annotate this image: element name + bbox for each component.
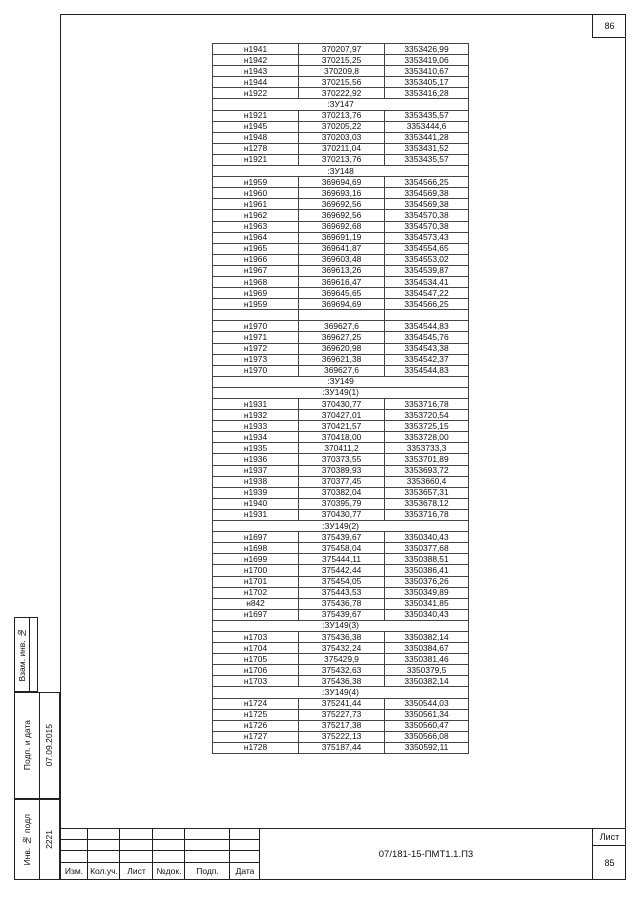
section-header-row: [213, 687, 469, 698]
coord-y: 3350382,14: [385, 631, 469, 642]
coord-y: 3350544,03: [385, 698, 469, 709]
header-izm: Изм.: [64, 866, 84, 876]
table-row: [213, 465, 469, 476]
header-kol-uch: Кол.уч.: [90, 866, 118, 876]
coord-y: 3354573,43: [385, 232, 469, 243]
coord-y: 3354544,83: [385, 321, 469, 332]
table-row: [213, 598, 469, 609]
coord-x: 369645,65: [299, 288, 385, 299]
coord-x: 375217,38: [299, 720, 385, 731]
table-row: [213, 421, 469, 432]
coord-y: 3350379,5: [385, 665, 469, 676]
table-row: [213, 443, 469, 454]
coord-x: 369627,6: [299, 321, 385, 332]
section-header-row: [213, 166, 469, 177]
vzam-inv-stamp: [14, 617, 38, 692]
podp-date-label: Подп. и дата: [22, 720, 32, 771]
table-row: [213, 110, 469, 121]
sheet-label: Лист: [592, 828, 626, 846]
coord-x: 375443,53: [299, 587, 385, 598]
coord-y: 3354545,76: [385, 332, 469, 343]
coord-x: 375432,24: [299, 643, 385, 654]
coord-x: 375187,44: [299, 742, 385, 753]
table-row: [213, 343, 469, 354]
point-name: н1963: [213, 221, 299, 232]
point-name: н1970: [213, 365, 299, 376]
coord-y: 3350386,41: [385, 565, 469, 576]
table-row: [213, 509, 469, 520]
header-data: Дата: [235, 866, 255, 876]
coord-x: 375432,63: [299, 665, 385, 676]
coord-x: 375439,67: [299, 532, 385, 543]
point-name: н1968: [213, 276, 299, 287]
coord-y: 3350376,26: [385, 576, 469, 587]
section-header-row: [213, 620, 469, 631]
table-row: [213, 143, 469, 154]
coord-x: 375442,44: [299, 565, 385, 576]
table-row: [213, 232, 469, 243]
coord-x: 375444,11: [299, 554, 385, 565]
coord-y: 3353419,06: [385, 55, 469, 66]
coord-y: 3350388,51: [385, 554, 469, 565]
table-row: [213, 254, 469, 265]
table-row: [213, 299, 469, 310]
point-name: н1700: [213, 565, 299, 576]
point-name: н1724: [213, 698, 299, 709]
table-row: [213, 432, 469, 443]
point-name: н1944: [213, 77, 299, 88]
point-name: н1921: [213, 154, 299, 165]
point-name: н1922: [213, 88, 299, 99]
coord-x: 370207,97: [299, 44, 385, 55]
coord-x: 370427,01: [299, 410, 385, 421]
table-row: [213, 221, 469, 232]
point-name: н1942: [213, 55, 299, 66]
point-name: н1967: [213, 265, 299, 276]
table-row: [213, 188, 469, 199]
header-podp: Подп.: [196, 866, 219, 876]
coord-y: 3354534,41: [385, 276, 469, 287]
coord-y: 3350566,08: [385, 731, 469, 742]
table-row: [213, 698, 469, 709]
table-row: [213, 587, 469, 598]
coord-x: 375458,04: [299, 543, 385, 554]
point-name: н1931: [213, 399, 299, 410]
coord-x: 375439,67: [299, 609, 385, 620]
point-name: н1959: [213, 299, 299, 310]
table-row: [213, 631, 469, 642]
point-name: н1943: [213, 66, 299, 77]
point-name: н1965: [213, 243, 299, 254]
blank-row: [213, 310, 469, 321]
coord-y: 3354544,83: [385, 365, 469, 376]
point-name: [213, 310, 299, 321]
coord-x: 375454,05: [299, 576, 385, 587]
point-name: н1703: [213, 676, 299, 687]
coord-y: 3354554,65: [385, 243, 469, 254]
table-row: [213, 543, 469, 554]
section-header: :ЗУ149: [213, 376, 469, 387]
point-name: н1699: [213, 554, 299, 565]
document-code: 07/181-15-ПМТ1.1.П3: [378, 848, 474, 860]
sheet-number: 85: [592, 846, 626, 880]
coord-y: 3353416,28: [385, 88, 469, 99]
coord-x: 370211,04: [299, 143, 385, 154]
point-name: н1934: [213, 432, 299, 443]
coord-y: 3350560,47: [385, 720, 469, 731]
table-row: [213, 487, 469, 498]
coord-y: 3353660,4: [385, 476, 469, 487]
coord-x: 370205,22: [299, 121, 385, 132]
point-name: н1936: [213, 454, 299, 465]
table-row: [213, 177, 469, 188]
table-row: [213, 476, 469, 487]
point-name: н1702: [213, 587, 299, 598]
coord-x: 370389,93: [299, 465, 385, 476]
table-row: [213, 44, 469, 55]
coord-y: 3353444,6: [385, 121, 469, 132]
point-name: н1937: [213, 465, 299, 476]
point-name: н1941: [213, 44, 299, 55]
coord-y: 3350384,67: [385, 643, 469, 654]
coord-x: 369692,68: [299, 221, 385, 232]
coord-x: 369603,48: [299, 254, 385, 265]
coord-y: 3353701,89: [385, 454, 469, 465]
point-name: н1966: [213, 254, 299, 265]
coord-x: 369694,69: [299, 299, 385, 310]
table-row: [213, 288, 469, 299]
title-block: [60, 828, 626, 880]
coord-x: 375241,44: [299, 698, 385, 709]
coord-x: 369621,38: [299, 354, 385, 365]
coord-y: 3354566,25: [385, 177, 469, 188]
header-list: Лист: [127, 866, 146, 876]
coord-x: 370209,8: [299, 66, 385, 77]
coord-y: 3350349,89: [385, 587, 469, 598]
table-row: [213, 77, 469, 88]
table-row: [213, 720, 469, 731]
table-row: [213, 276, 469, 287]
table-row: [213, 565, 469, 576]
point-name: н1945: [213, 121, 299, 132]
table-row: [213, 365, 469, 376]
coord-x: 375227,73: [299, 709, 385, 720]
point-name: н1697: [213, 532, 299, 543]
coordinates-table: [212, 43, 469, 754]
coord-x: 370382,04: [299, 487, 385, 498]
coord-y: 3354547,22: [385, 288, 469, 299]
table-row: [213, 554, 469, 565]
coord-x: 370373,55: [299, 454, 385, 465]
coord-y: 3353431,52: [385, 143, 469, 154]
table-row: [213, 654, 469, 665]
coord-y: 3354542,37: [385, 354, 469, 365]
inv-podl-label: Инв. № подл: [22, 813, 32, 866]
coord-x: 369691,19: [299, 232, 385, 243]
section-header-row: [213, 376, 469, 387]
coord-y: 3350341,85: [385, 598, 469, 609]
section-header: :ЗУ149(1): [213, 387, 469, 398]
coord-x: 370421,57: [299, 421, 385, 432]
point-name: н1725: [213, 709, 299, 720]
coord-x: 370222,92: [299, 88, 385, 99]
coord-x: 369692,56: [299, 199, 385, 210]
point-name: н1973: [213, 354, 299, 365]
coord-y: 3353410,67: [385, 66, 469, 77]
point-name: н1726: [213, 720, 299, 731]
table-row: [213, 55, 469, 66]
point-name: н1960: [213, 188, 299, 199]
point-name: н1705: [213, 654, 299, 665]
section-header: :ЗУ148: [213, 166, 469, 177]
section-header-row: [213, 99, 469, 110]
section-header: :ЗУ149(4): [213, 687, 469, 698]
point-name: н1970: [213, 321, 299, 332]
point-name: н1939: [213, 487, 299, 498]
coord-x: 375222,13: [299, 731, 385, 742]
coord-x: 369693,16: [299, 188, 385, 199]
coord-y: 3354553,02: [385, 254, 469, 265]
inv-podl-stamp: [14, 799, 60, 880]
coord-y: 3350340,43: [385, 609, 469, 620]
coord-x: 375436,78: [299, 598, 385, 609]
section-header: :ЗУ147: [213, 99, 469, 110]
coord-x: 370213,76: [299, 110, 385, 121]
table-row: [213, 498, 469, 509]
point-name: н1698: [213, 543, 299, 554]
coord-y: 3354570,38: [385, 210, 469, 221]
point-name: н1703: [213, 631, 299, 642]
coord-x: [299, 310, 385, 321]
table-row: [213, 199, 469, 210]
point-name: н1706: [213, 665, 299, 676]
page-number: 86: [592, 14, 626, 38]
table-row: [213, 576, 469, 587]
coord-y: [385, 310, 469, 321]
table-row: [213, 454, 469, 465]
point-name: н1921: [213, 110, 299, 121]
table-row: [213, 265, 469, 276]
point-name: н1971: [213, 332, 299, 343]
coord-x: 370430,77: [299, 399, 385, 410]
coord-x: 370215,25: [299, 55, 385, 66]
table-row: [213, 332, 469, 343]
coord-x: 375429,9: [299, 654, 385, 665]
coord-y: 3354543,38: [385, 343, 469, 354]
point-name: н1959: [213, 177, 299, 188]
point-name: н1278: [213, 143, 299, 154]
table-row: [213, 121, 469, 132]
table-row: [213, 66, 469, 77]
vzam-inv-label: Взам. инв. №: [17, 627, 27, 682]
table-row: [213, 665, 469, 676]
table-row: [213, 243, 469, 254]
point-name: н842: [213, 598, 299, 609]
header-ndok: №док.: [156, 866, 182, 876]
coord-x: 369613,26: [299, 265, 385, 276]
coord-y: 3350592,11: [385, 742, 469, 753]
coord-x: 369616,47: [299, 276, 385, 287]
inv-podl-value: 2221: [44, 830, 54, 849]
coord-y: 3353716,78: [385, 509, 469, 520]
coord-x: 369694,69: [299, 177, 385, 188]
point-name: н1697: [213, 609, 299, 620]
coord-y: 3354539,87: [385, 265, 469, 276]
coord-x: 370418,00: [299, 432, 385, 443]
table-row: [213, 643, 469, 654]
point-name: н1964: [213, 232, 299, 243]
coord-y: 3353405,17: [385, 77, 469, 88]
table-row: [213, 354, 469, 365]
coord-x: 369620,98: [299, 343, 385, 354]
coord-x: 370213,76: [299, 154, 385, 165]
table-row: [213, 731, 469, 742]
coord-y: 3353426,99: [385, 44, 469, 55]
section-header-row: [213, 521, 469, 532]
point-name: н1948: [213, 132, 299, 143]
coord-x: 369627,25: [299, 332, 385, 343]
table-row: [213, 676, 469, 687]
coord-x: 370215,56: [299, 77, 385, 88]
point-name: н1962: [213, 210, 299, 221]
point-name: н1933: [213, 421, 299, 432]
coord-y: 3354570,38: [385, 221, 469, 232]
point-name: н1931: [213, 509, 299, 520]
coord-y: 3350561,34: [385, 709, 469, 720]
point-name: н1701: [213, 576, 299, 587]
coord-y: 3350382,14: [385, 676, 469, 687]
table-row: [213, 532, 469, 543]
coord-y: 3354566,25: [385, 299, 469, 310]
table-row: [213, 742, 469, 753]
coord-x: 369627,6: [299, 365, 385, 376]
point-name: н1932: [213, 410, 299, 421]
coord-y: 3353435,57: [385, 154, 469, 165]
table-row: [213, 609, 469, 620]
table-row: [213, 410, 469, 421]
coord-x: 370377,45: [299, 476, 385, 487]
coord-y: 3350340,43: [385, 532, 469, 543]
point-name: н1728: [213, 742, 299, 753]
coord-y: 3353725,15: [385, 421, 469, 432]
coord-y: 3353693,72: [385, 465, 469, 476]
point-name: н1704: [213, 643, 299, 654]
coord-x: 370395,79: [299, 498, 385, 509]
table-row: [213, 88, 469, 99]
coord-x: 369692,56: [299, 210, 385, 221]
coord-y: 3353435,57: [385, 110, 469, 121]
coord-y: 3353657,31: [385, 487, 469, 498]
coord-x: 375436,38: [299, 676, 385, 687]
table-row: [213, 399, 469, 410]
coord-x: 369641,87: [299, 243, 385, 254]
podp-date-stamp: [14, 692, 60, 799]
point-name: н1727: [213, 731, 299, 742]
table-row: [213, 709, 469, 720]
table-row: [213, 210, 469, 221]
coord-y: 3354569,38: [385, 188, 469, 199]
section-header-row: [213, 387, 469, 398]
coord-y: 3353728,00: [385, 432, 469, 443]
coord-y: 3350377,68: [385, 543, 469, 554]
point-name: н1961: [213, 199, 299, 210]
coord-x: 375436,38: [299, 631, 385, 642]
coord-y: 3350381,46: [385, 654, 469, 665]
coord-x: 370430,77: [299, 509, 385, 520]
coord-y: 3353678,12: [385, 498, 469, 509]
coord-y: 3353733,3: [385, 443, 469, 454]
section-header: :ЗУ149(3): [213, 620, 469, 631]
table-row: [213, 154, 469, 165]
coord-y: 3353441,28: [385, 132, 469, 143]
point-name: н1972: [213, 343, 299, 354]
table-row: [213, 132, 469, 143]
point-name: н1940: [213, 498, 299, 509]
coord-x: 370203,03: [299, 132, 385, 143]
point-name: н1935: [213, 443, 299, 454]
section-header: :ЗУ149(2): [213, 521, 469, 532]
coord-y: 3353720,54: [385, 410, 469, 421]
coord-y: 3354569,38: [385, 199, 469, 210]
table-row: [213, 321, 469, 332]
point-name: н1969: [213, 288, 299, 299]
podp-date-value: 07.09.2015: [44, 724, 54, 767]
coord-x: 370411,2: [299, 443, 385, 454]
point-name: н1938: [213, 476, 299, 487]
coord-y: 3353716,78: [385, 399, 469, 410]
